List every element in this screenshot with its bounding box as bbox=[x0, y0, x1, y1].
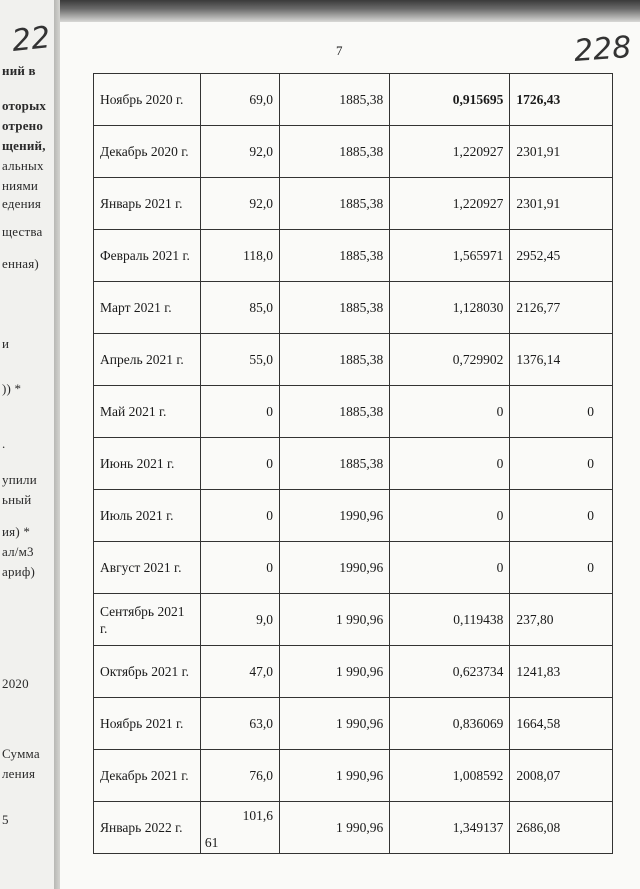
sum-cell: 1664,58 bbox=[510, 698, 613, 750]
sum-cell: 237,80 bbox=[510, 594, 613, 646]
coefficient-cell: 0,119438 bbox=[390, 594, 510, 646]
table-row bbox=[94, 802, 613, 854]
coefficient-cell: 1,008592 bbox=[390, 750, 510, 802]
left-page-fragment: )) * bbox=[2, 381, 22, 396]
sum-cell: 2301,91 bbox=[510, 178, 613, 230]
coefficient-cell: 0,836069 bbox=[390, 698, 510, 750]
scan-top-shadow bbox=[60, 0, 640, 22]
coefficient-cell: 1,349137 bbox=[390, 802, 510, 854]
period-cell: Октябрь 2021 г. bbox=[94, 646, 201, 698]
qty-cell: 85,0 bbox=[200, 282, 279, 334]
coefficient-cell: 0 bbox=[390, 438, 510, 490]
qty-cell: 0 bbox=[200, 386, 279, 438]
qty-cell: 63,0 bbox=[200, 698, 279, 750]
sum-cell: 1376,14 bbox=[510, 334, 613, 386]
price-cell: 1885,38 bbox=[280, 230, 390, 282]
left-page-fragment: отрено bbox=[2, 118, 44, 133]
coefficient-cell: 0,729902 bbox=[390, 334, 510, 386]
left-page-fragment: ний в bbox=[2, 63, 36, 78]
price-cell: 1885,38 bbox=[280, 334, 390, 386]
period-cell: Декабрь 2021 г. bbox=[94, 750, 201, 802]
coefficient-cell: 0,915695 bbox=[390, 74, 510, 126]
left-page-fragment: щений, bbox=[2, 138, 46, 153]
table-row bbox=[94, 178, 613, 230]
coefficient-cell: 0,623734 bbox=[390, 646, 510, 698]
sum-cell: 1726,43 bbox=[510, 74, 613, 126]
qty-cell: 118,0 bbox=[200, 230, 279, 282]
left-page-fragment: щества bbox=[2, 224, 43, 239]
left-page-fragment: 5 bbox=[2, 812, 9, 827]
qty-cell: 47,0 bbox=[200, 646, 279, 698]
coefficient-cell: 1,565971 bbox=[390, 230, 510, 282]
price-cell: 1 990,96 bbox=[280, 594, 390, 646]
table-row bbox=[94, 698, 613, 750]
period-cell: Ноябрь 2020 г. bbox=[94, 74, 201, 126]
period-cell: Январь 2022 г. bbox=[94, 802, 201, 854]
coefficient-cell: 1,220927 bbox=[390, 126, 510, 178]
sum-cell: 2008,07 bbox=[510, 750, 613, 802]
left-page-fragment: ьный bbox=[2, 492, 32, 507]
qty-cell: 9,0 bbox=[200, 594, 279, 646]
left-page-fragment: упили bbox=[2, 472, 37, 487]
price-cell: 1 990,96 bbox=[280, 646, 390, 698]
sum-cell: 1241,83 bbox=[510, 646, 613, 698]
period-cell: Декабрь 2020 г. bbox=[94, 126, 201, 178]
price-cell: 1885,38 bbox=[280, 178, 390, 230]
left-page-fragment: ариф) bbox=[2, 564, 35, 579]
left-page-fragment: оторых bbox=[2, 98, 47, 113]
qty-cell bbox=[200, 802, 279, 854]
left-page-fragment: енная) bbox=[2, 256, 39, 271]
left-page-fragment: Сумма bbox=[2, 746, 40, 761]
page-number: 7 bbox=[336, 43, 343, 58]
table-row bbox=[94, 126, 613, 178]
price-cell: 1990,96 bbox=[280, 542, 390, 594]
qty-cell: 0 bbox=[200, 542, 279, 594]
sum-cell: 0 bbox=[510, 438, 613, 490]
period-cell: Январь 2021 г. bbox=[94, 178, 201, 230]
price-cell: 1 990,96 bbox=[280, 698, 390, 750]
table-row bbox=[94, 230, 613, 282]
period-cell: Март 2021 г. bbox=[94, 282, 201, 334]
consumption-table bbox=[93, 73, 613, 854]
left-page-fragment: ал/м3 bbox=[2, 544, 34, 559]
sum-cell: 0 bbox=[510, 386, 613, 438]
sum-cell: 2301,91 bbox=[510, 126, 613, 178]
table-row bbox=[94, 542, 613, 594]
period-cell: Июль 2021 г. bbox=[94, 490, 201, 542]
price-cell: 1990,96 bbox=[280, 490, 390, 542]
qty-cell: 76,0 bbox=[200, 750, 279, 802]
qty-value: 101,6 bbox=[242, 808, 274, 823]
coefficient-cell: 0 bbox=[390, 490, 510, 542]
period-cell: Сентябрь 2021 г. bbox=[94, 594, 201, 646]
handwritten-mark-left: 22 bbox=[10, 20, 52, 59]
price-cell: 1885,38 bbox=[280, 386, 390, 438]
period-cell: Май 2021 г. bbox=[94, 386, 201, 438]
table-row bbox=[94, 386, 613, 438]
left-page-fragment: альных bbox=[2, 158, 44, 173]
price-cell: 1885,38 bbox=[280, 74, 390, 126]
price-cell: 1885,38 bbox=[280, 126, 390, 178]
period-cell: Апрель 2021 г. bbox=[94, 334, 201, 386]
table-row bbox=[94, 750, 613, 802]
previous-page-edge bbox=[0, 0, 58, 889]
coefficient-cell: 1,128030 bbox=[390, 282, 510, 334]
sum-cell: 0 bbox=[510, 490, 613, 542]
left-page-fragment: и bbox=[2, 336, 10, 351]
table-row bbox=[94, 74, 613, 126]
left-page-fragment: 2020 bbox=[2, 676, 29, 691]
left-page-fragment: едения bbox=[2, 196, 42, 211]
qty-cell: 69,0 bbox=[200, 74, 279, 126]
coefficient-cell: 1,220927 bbox=[390, 178, 510, 230]
coefficient-cell: 0 bbox=[390, 386, 510, 438]
table-row bbox=[94, 334, 613, 386]
qty-value-tail: 61 bbox=[204, 835, 219, 850]
price-cell: 1 990,96 bbox=[280, 750, 390, 802]
qty-cell: 92,0 bbox=[200, 126, 279, 178]
qty-cell: 55,0 bbox=[200, 334, 279, 386]
left-page-fragment: ления bbox=[2, 766, 36, 781]
table-row bbox=[94, 490, 613, 542]
price-cell: 1885,38 bbox=[280, 438, 390, 490]
left-page-fragment: . bbox=[2, 436, 6, 451]
period-cell: Август 2021 г. bbox=[94, 542, 201, 594]
qty-cell: 0 bbox=[200, 490, 279, 542]
coefficient-cell: 0 bbox=[390, 542, 510, 594]
table-row bbox=[94, 594, 613, 646]
table-row bbox=[94, 282, 613, 334]
sum-cell: 2126,77 bbox=[510, 282, 613, 334]
period-cell: Июнь 2021 г. bbox=[94, 438, 201, 490]
qty-cell: 92,0 bbox=[200, 178, 279, 230]
price-cell: 1885,38 bbox=[280, 282, 390, 334]
sum-cell: 2952,45 bbox=[510, 230, 613, 282]
price-cell: 1 990,96 bbox=[280, 802, 390, 854]
left-page-fragment: ниями bbox=[2, 178, 39, 193]
table-row bbox=[94, 646, 613, 698]
table-row bbox=[94, 438, 613, 490]
sum-cell: 0 bbox=[510, 542, 613, 594]
period-cell: Февраль 2021 г. bbox=[94, 230, 201, 282]
sum-cell: 2686,08 bbox=[510, 802, 613, 854]
period-cell: Ноябрь 2021 г. bbox=[94, 698, 201, 750]
left-page-fragment: ия) * bbox=[2, 524, 31, 539]
handwritten-mark-right: 228 bbox=[572, 30, 633, 69]
qty-cell: 0 bbox=[200, 438, 279, 490]
